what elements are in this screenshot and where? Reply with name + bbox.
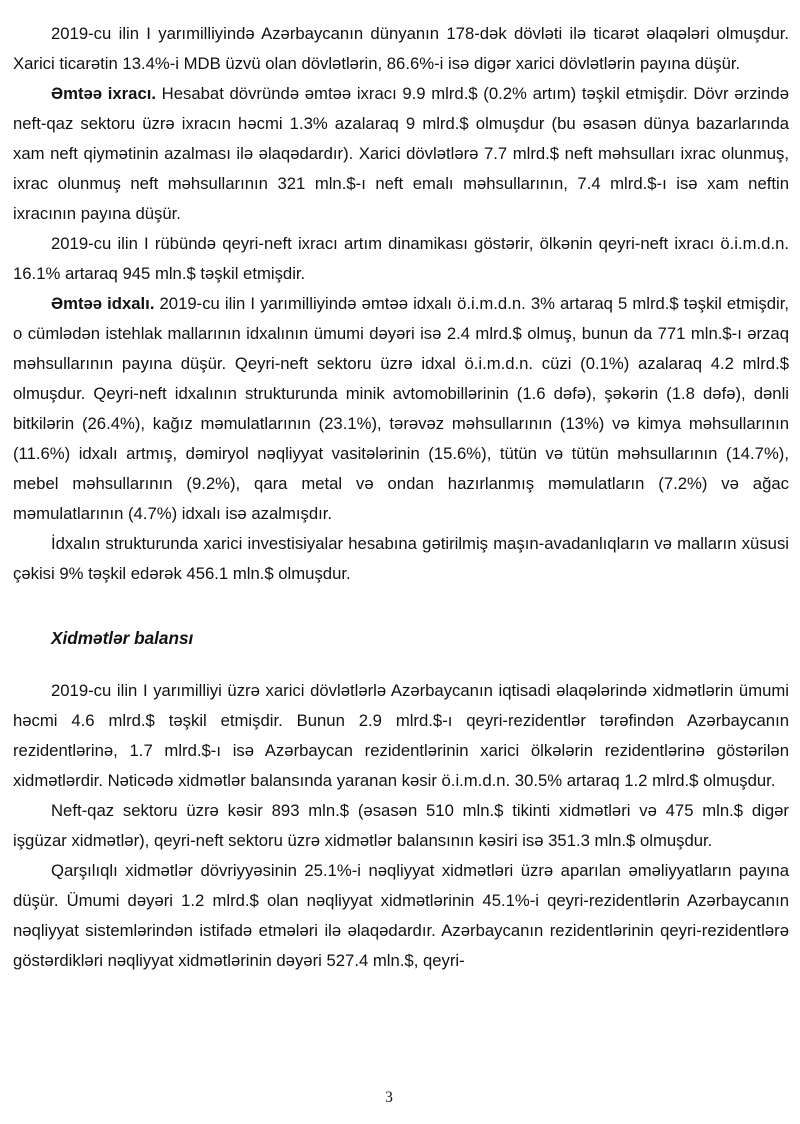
paragraph-text: Neft-qaz sektoru üzrə kəsir 893 mln.$ (əsasən 510 mln.$ tikinti xidmətləri və 475 mln.$ digər işgüzar xidmətlər), qeyri-neft sektoru üzrə xidmətlər balansının kəsiri isə 351.3 mln.$ olmuşdur. xyxy=(13,801,789,850)
paragraph-commodity-exports xyxy=(13,79,789,229)
paragraph-text: 2019-cu ilin I yarımilliyində əmtəə idxalı ö.i.m.d.n. 3% artaraq 5 mlrd.$ təşkil etmişdir, o cümlədən istehlak mallarının idxalının ümumi dəyəri isə 2.4 mlrd.$ olmuş, bunun da 771 mln.$-ı ərzaq məhsullarının payına düşür. Qeyri-neft sektoru üzrə idxal ö.i.m.d.n. cüzi (0.1%) azalaraq 4.2 mlrd.$ olmuşdur. Qeyri-neft idxalının strukturunda minik avtomobillərinin (1.6 dəfə), şəkərin (1.8 dəfə), dənli bitkilərin (26.4%), kağız məmulatlarının (23.1%), tərəvəz məhsullarının (13%) və kimya məhsullarının (11.6%) idxalı artmış, dəmiryol nəqliyyat vasitələrinin (15.6%), tütün və tütün məhsullarının (14.7%), mebel məhsullarının (9.2%), qara metal və ondan hazırlanmış məmulatların (7.2%) və ağac məmulatlarının (4.7%) idxalı isə azalmışdır. xyxy=(13,294,789,523)
paragraph-imports-fdi xyxy=(13,529,789,589)
paragraph-services-intro xyxy=(13,676,789,796)
section-heading-services-balance: Xidmətlər balansı xyxy=(51,628,194,648)
paragraph-services-deficit xyxy=(13,796,789,856)
paragraph-lead-exports: Əmtəə ixracı. xyxy=(51,84,156,103)
paragraph-text: Qarşılıqlı xidmətlər dövriyyəsinin 25.1%-i nəqliyyat xidmətləri üzrə aparılan əməliyyatların payına düşür. Ümumi dəyəri 1.2 mlrd.$ olan nəqliyyat xidmətlərinin 45.1%-i qeyri-rezidentlərin Azərbaycanın nəqliyyat sistemlərindən istifadə etmələri ilə əlaqədardır. Azərbaycanın rezidentlərinin qeyri-rezidentlərə göstərdikləri nəqliyyat xidmətlərinin dəyəri 527.4 mln.$, qeyri- xyxy=(13,861,789,970)
paragraph-text: 2019-cu ilin I rübündə qeyri-neft ixracı artım dinamikası göstərir, ölkənin qeyri-neft ixracı ö.i.m.d.n. 16.1% artaraq 945 mln.$ təşkil etmişdir. xyxy=(13,234,789,283)
paragraph-trade-intro xyxy=(13,19,789,79)
paragraph-nonoil-exports xyxy=(13,229,789,289)
paragraph-text: 2019-cu ilin I yarımilliyi üzrə xarici dövlətlərlə Azərbaycanın iqtisadi əlaqələrində xidmətlərin ümumi həcmi 4.6 mlrd.$ təşkil etmişdir. Bunun 2.9 mlrd.$-ı qeyri-rezidentlər tərəfindən Azərbaycanın rezidentlərinə, 1.7 mlrd.$-ı isə Azərbaycan rezidentlərinin xarici ölkələrin rezidentlərinə göstərilən xidmətlərdir. Nəticədə xidmətlər balansında yaranan kəsir ö.i.m.d.n. 30.5% artaraq 1.2 mlrd.$ olmuşdur. xyxy=(13,681,789,790)
paragraph-lead-imports: Əmtəə idxalı. xyxy=(51,294,155,313)
document-body xyxy=(13,19,789,976)
page-number: 3 xyxy=(385,1089,393,1106)
paragraph-text: Hesabat dövründə əmtəə ixracı 9.9 mlrd.$ (0.2% artım) təşkil etmişdir. Dövr ərzində neft-qaz sektoru üzrə ixracın həcmi 1.3% azalaraq 9 mlrd.$ olmuşdur (bu əsasən dünya bazarlarında xam neft qiymətinin azalması ilə əlaqədardır). Xarici dövlətlərə 7.7 mlrd.$ neft məhsulları ixrac olunmuş, ixrac olunmuş neft məhsullarının 321 mln.$-ı neft emalı məhsullarının, 7.4 mlrd.$-ı isə xam neftin ixracının payına düşür. xyxy=(13,84,789,223)
paragraph-text: İdxalın strukturunda xarici investisiyalar hesabına gətirilmiş maşın-avadanlıqların və malların xüsusi çəkisi 9% təşkil edərək 456.1 mln.$ olmuşdur. xyxy=(13,534,789,583)
paragraph-text: 2019-cu ilin I yarımilliyində Azərbaycanın dünyanın 178-dək dövləti ilə ticarət əlaqələri olmuşdur. Xarici ticarətin 13.4%-i MDB üzvü olan dövlətlərin, 86.6%-i isə digər xarici dövlətlərin payına düşür. xyxy=(13,24,789,73)
paragraph-services-transport xyxy=(13,856,789,976)
paragraph-commodity-imports xyxy=(13,289,789,529)
